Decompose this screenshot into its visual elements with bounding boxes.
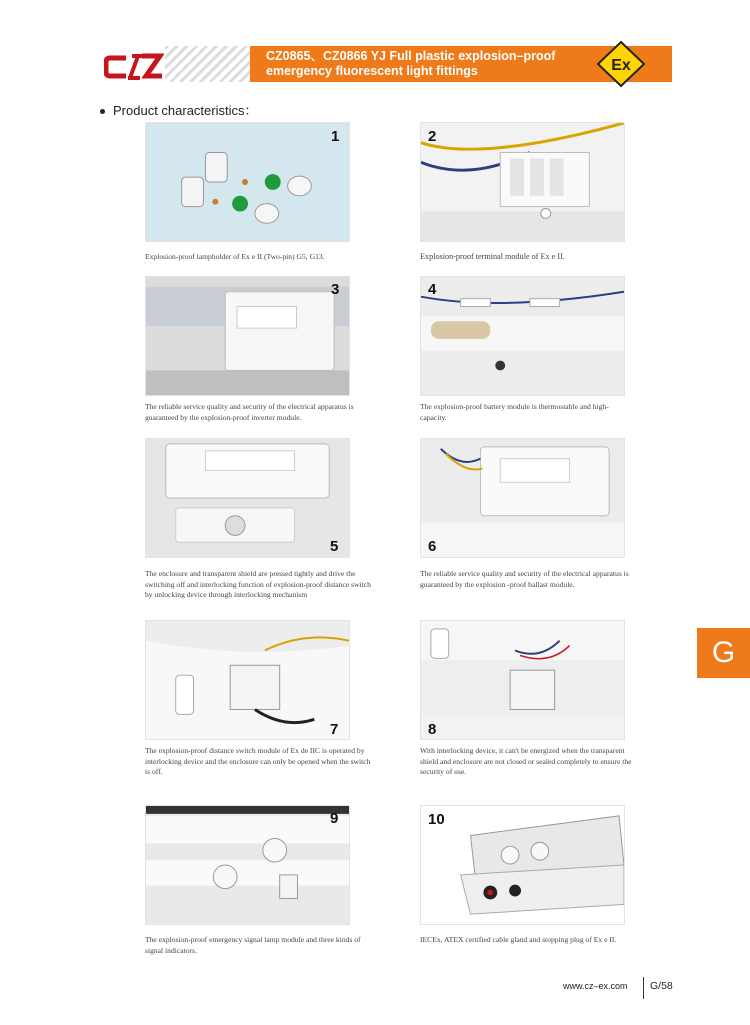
photo-caption: IECEx, ATEX certified cable gland and stopping plug of Ex e II. [420, 935, 617, 944]
photo-lampholder [145, 122, 350, 242]
page-number: G/58 [650, 980, 673, 992]
title-line-1: CZ0865、CZ0866 YJ Full plastic explosion–proof [266, 49, 556, 63]
bullet-icon [100, 109, 105, 114]
photo-distance-switch [145, 620, 350, 740]
photo-caption: The enclosure and transparent shield are pressed tightly and drive the switching off and interlocking function of explosion-proof distance switch by unlocking device through interlocking mechanism [145, 569, 371, 599]
section-title: Product characteristics： [100, 100, 258, 119]
photo-caption: The explosion-proof emergency signal lamp module and three kinds of signal indicators. [145, 935, 361, 955]
photo-number: 6 [428, 538, 437, 555]
photo-number: 4 [428, 281, 437, 298]
photo-caption: Explosion-proof lampholder of Ex e II (Two-pin) G5, G13. [145, 252, 325, 261]
ex-badge-icon [596, 40, 646, 88]
photo-caption: The reliable service quality and security of the electrical apparatus is guaranteed by the explosion-proof inverter module. [145, 402, 354, 422]
header-stripes [165, 46, 260, 82]
photo-number: 7 [330, 721, 339, 738]
photo-caption: The reliable service quality and security of the electrical apparatus is guaranteed by the explosion -proof ballast module. [420, 569, 629, 589]
photo-terminal-module [420, 122, 625, 242]
photo-caption: The explosion-proof distance switch module of Ex de IIC is operated by interlocking device and the enclosure can only be opened when the switch is off. [145, 746, 371, 776]
ex-badge-text: Ex [611, 57, 631, 74]
photo-number: 1 [331, 128, 340, 145]
photo-signal-lamp-module [145, 805, 350, 925]
photo-caption: With interlocking device, it can't be energized when the transparent shield and enclosure are not closed or sealed completely to ensure the security of use. [420, 746, 632, 776]
photo-caption: The explosion-proof battery module is thermostable and high-capacity. [420, 402, 609, 422]
photo-interlocking-device [420, 620, 625, 740]
photo-number: 9 [330, 810, 339, 827]
photo-cable-gland [420, 805, 625, 925]
photo-number: 8 [428, 721, 437, 738]
title-line-2: emergency fluorescent light fittings [266, 64, 478, 78]
photo-number: 10 [428, 811, 445, 828]
footer-divider [643, 977, 644, 999]
photo-number: 5 [330, 538, 339, 555]
cz-logo [104, 52, 164, 82]
photo-ballast-module [420, 438, 625, 558]
photo-inverter-module [145, 276, 350, 396]
photo-number: 3 [331, 281, 340, 298]
section-tab-g: G [697, 628, 750, 678]
photo-caption: Explosion-proof terminal module of Ex e II. [420, 252, 565, 261]
photo-enclosure-shield [145, 438, 350, 558]
photo-battery-module [420, 276, 625, 396]
footer-url: www.cz–ex.com [563, 981, 628, 991]
photo-number: 2 [428, 128, 437, 145]
